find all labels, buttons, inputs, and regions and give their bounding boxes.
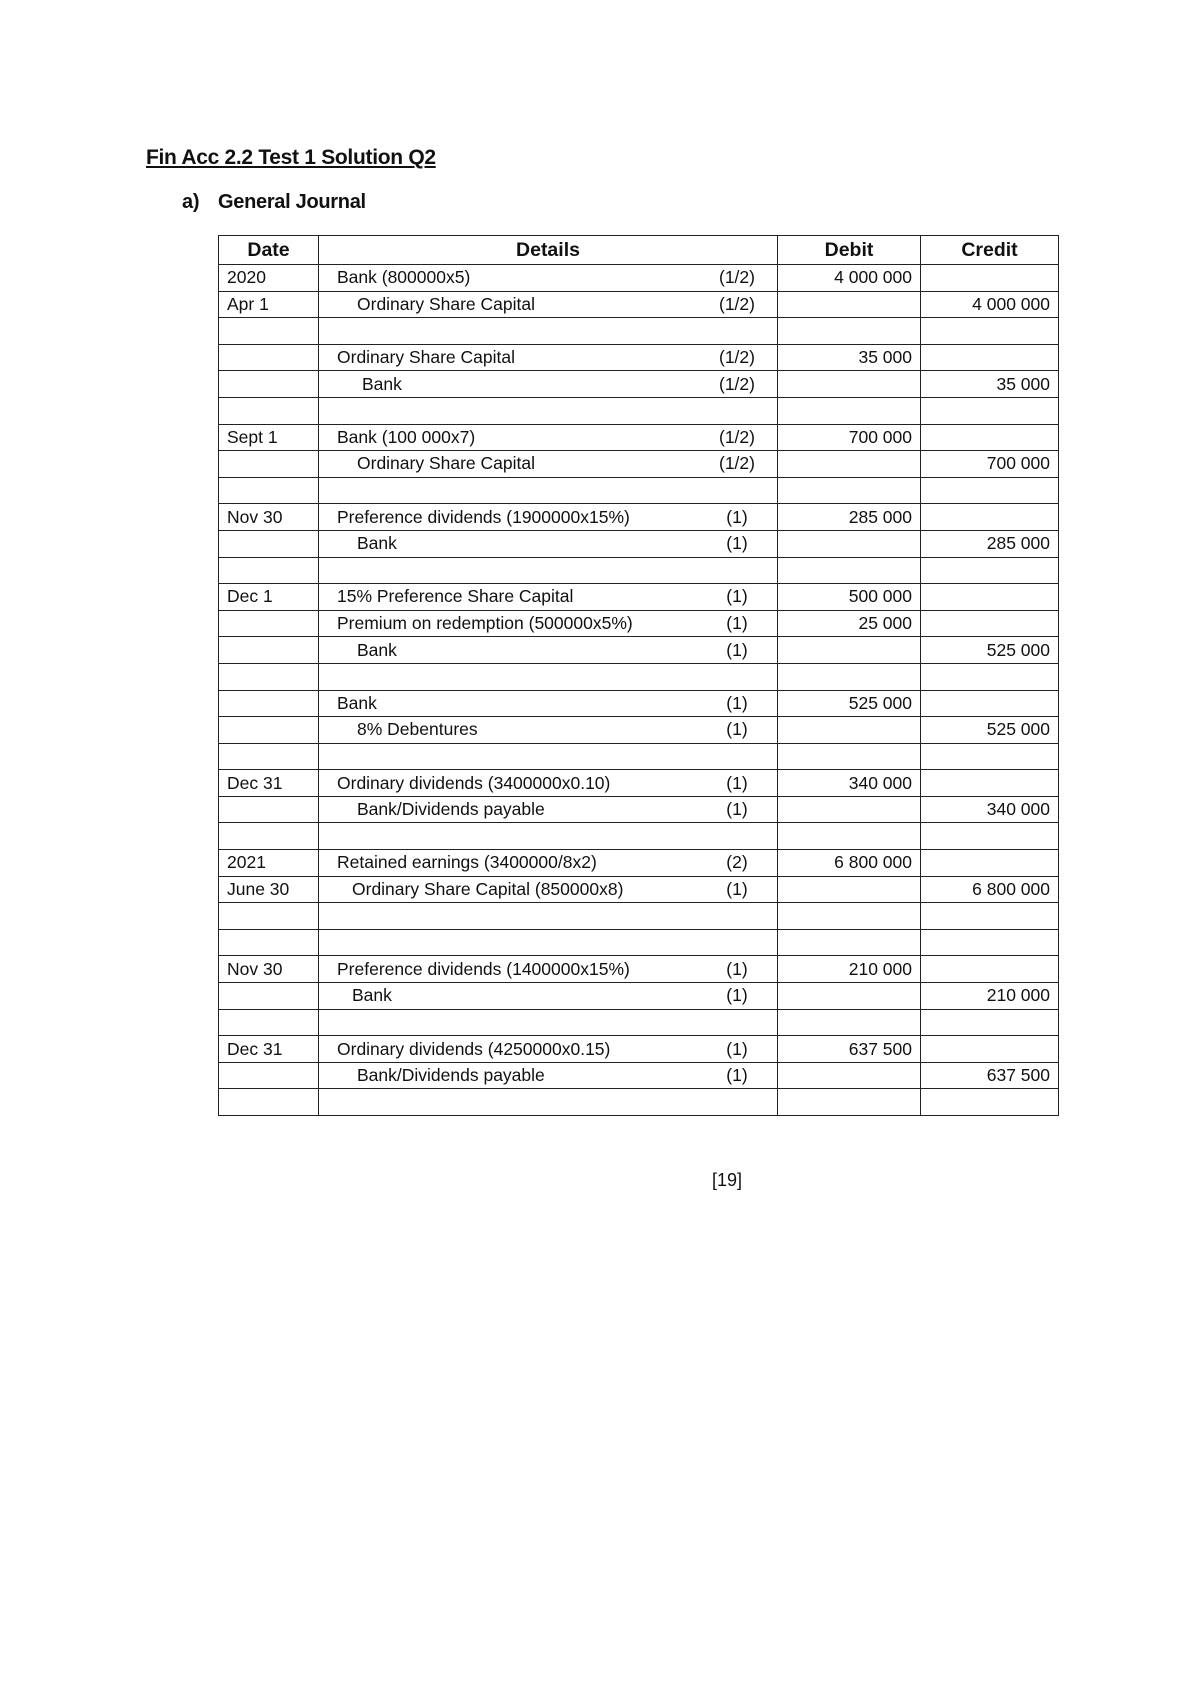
debit-cell <box>778 530 921 557</box>
mark-allocation: (1/2) <box>719 267 755 288</box>
account-text: Ordinary Share Capital <box>357 293 535 314</box>
table-row <box>219 956 1059 983</box>
mark-allocation: (1/2) <box>719 453 755 474</box>
date-cell <box>219 1062 319 1089</box>
header-credit: Credit <box>921 236 1059 265</box>
details-cell <box>319 265 778 292</box>
account-text: Bank <box>352 985 392 1006</box>
date-cell: June 30 <box>219 876 319 903</box>
journal-body <box>219 265 1059 1116</box>
account-text: Ordinary Share Capital <box>337 347 515 368</box>
details-cell <box>319 584 778 611</box>
credit-cell: 340 000 <box>921 796 1059 823</box>
credit-cell <box>921 770 1059 797</box>
section-title: General Journal <box>218 191 366 213</box>
table-row <box>219 929 1059 956</box>
date-cell <box>219 344 319 371</box>
mark-allocation: (1/2) <box>719 347 755 368</box>
credit-cell: 285 000 <box>921 530 1059 557</box>
date-cell <box>219 371 319 398</box>
date-cell <box>219 397 319 424</box>
debit-cell <box>778 717 921 744</box>
account-text: Bank <box>357 639 397 660</box>
details-cell <box>319 956 778 983</box>
credit-cell: 210 000 <box>921 983 1059 1010</box>
debit-cell: 285 000 <box>778 504 921 531</box>
credit-cell: 637 500 <box>921 1062 1059 1089</box>
table-row <box>219 663 1059 690</box>
date-cell <box>219 823 319 850</box>
credit-cell: 35 000 <box>921 371 1059 398</box>
details-cell <box>319 717 778 744</box>
mark-allocation: (1) <box>726 772 748 793</box>
date-cell: Nov 30 <box>219 956 319 983</box>
date-cell <box>219 530 319 557</box>
details-cell <box>319 451 778 478</box>
credit-cell <box>921 956 1059 983</box>
debit-cell <box>778 397 921 424</box>
account-text: Bank/Dividends payable <box>357 1065 545 1086</box>
date-cell <box>219 477 319 504</box>
details-cell <box>319 1009 778 1036</box>
debit-cell <box>778 1062 921 1089</box>
details-cell <box>319 637 778 664</box>
details-cell <box>319 903 778 930</box>
table-row <box>219 318 1059 345</box>
mark-allocation: (1/2) <box>719 373 755 394</box>
credit-cell <box>921 663 1059 690</box>
details-cell <box>319 397 778 424</box>
date-cell: Apr 1 <box>219 291 319 318</box>
table-row <box>219 584 1059 611</box>
credit-cell: 700 000 <box>921 451 1059 478</box>
details-cell <box>319 983 778 1010</box>
table-row <box>219 823 1059 850</box>
debit-cell <box>778 291 921 318</box>
mark-allocation: (1) <box>726 586 748 607</box>
document-title: Fin Acc 2.2 Test 1 Solution Q2 <box>146 146 436 169</box>
debit-cell: 6 800 000 <box>778 850 921 877</box>
table-row <box>219 371 1059 398</box>
table-row <box>219 610 1059 637</box>
account-text: Bank (800000x5) <box>337 267 471 288</box>
account-text: Preference dividends (1400000x15%) <box>337 958 630 979</box>
mark-allocation: (1) <box>726 1065 748 1086</box>
credit-cell <box>921 610 1059 637</box>
credit-cell <box>921 397 1059 424</box>
details-cell <box>319 610 778 637</box>
debit-cell <box>778 876 921 903</box>
mark-allocation: (1) <box>726 639 748 660</box>
date-cell <box>219 796 319 823</box>
credit-cell: 4 000 000 <box>921 291 1059 318</box>
table-row <box>219 1036 1059 1063</box>
debit-cell: 500 000 <box>778 584 921 611</box>
mark-allocation: (1/2) <box>719 426 755 447</box>
details-cell <box>319 823 778 850</box>
account-text: 15% Preference Share Capital <box>337 586 574 607</box>
debit-cell <box>778 823 921 850</box>
date-cell <box>219 690 319 717</box>
header-row <box>219 236 1059 265</box>
debit-cell <box>778 663 921 690</box>
account-text: Preference dividends (1900000x15%) <box>337 506 630 527</box>
section-heading <box>182 191 366 214</box>
table-row <box>219 1089 1059 1116</box>
credit-cell <box>921 903 1059 930</box>
table-row <box>219 424 1059 451</box>
table-row <box>219 770 1059 797</box>
table-row <box>219 397 1059 424</box>
credit-cell <box>921 743 1059 770</box>
credit-cell: 6 800 000 <box>921 876 1059 903</box>
header-details: Details <box>319 236 778 265</box>
credit-cell <box>921 690 1059 717</box>
date-cell <box>219 1009 319 1036</box>
details-cell <box>319 530 778 557</box>
mark-allocation: (2) <box>726 852 748 873</box>
mark-allocation: (1) <box>726 878 748 899</box>
table-row <box>219 903 1059 930</box>
table-row <box>219 796 1059 823</box>
table-row <box>219 451 1059 478</box>
debit-cell: 25 000 <box>778 610 921 637</box>
account-text: 8% Debentures <box>357 719 478 740</box>
details-cell <box>319 318 778 345</box>
table-row <box>219 743 1059 770</box>
details-cell <box>319 1036 778 1063</box>
debit-cell: 700 000 <box>778 424 921 451</box>
date-cell: 2020 <box>219 265 319 292</box>
details-cell <box>319 477 778 504</box>
credit-cell <box>921 1009 1059 1036</box>
table-row <box>219 291 1059 318</box>
details-cell <box>319 424 778 451</box>
mark-allocation: (1) <box>726 1038 748 1059</box>
debit-cell <box>778 371 921 398</box>
account-text: Ordinary Share Capital (850000x8) <box>352 878 624 899</box>
credit-cell <box>921 929 1059 956</box>
debit-cell <box>778 903 921 930</box>
debit-cell <box>778 929 921 956</box>
date-cell: Dec 31 <box>219 770 319 797</box>
date-cell: 2021 <box>219 850 319 877</box>
credit-cell <box>921 318 1059 345</box>
debit-cell <box>778 318 921 345</box>
date-cell <box>219 743 319 770</box>
table-row <box>219 477 1059 504</box>
mark-allocation: (1) <box>726 506 748 527</box>
mark-allocation: (1) <box>726 958 748 979</box>
account-text: Bank <box>362 373 402 394</box>
credit-cell <box>921 477 1059 504</box>
table-row <box>219 850 1059 877</box>
debit-cell <box>778 796 921 823</box>
details-cell <box>319 850 778 877</box>
account-text: Ordinary dividends (4250000x0.15) <box>337 1038 611 1059</box>
debit-cell <box>778 743 921 770</box>
details-cell <box>319 770 778 797</box>
debit-cell: 4 000 000 <box>778 265 921 292</box>
account-text: Ordinary dividends (3400000x0.10) <box>337 772 611 793</box>
date-cell <box>219 663 319 690</box>
credit-cell <box>921 557 1059 584</box>
credit-cell <box>921 1089 1059 1116</box>
date-cell <box>219 903 319 930</box>
mark-allocation: (1) <box>726 533 748 554</box>
details-cell <box>319 344 778 371</box>
credit-cell <box>921 424 1059 451</box>
date-cell: Sept 1 <box>219 424 319 451</box>
mark-allocation: (1) <box>726 692 748 713</box>
mark-allocation: (1/2) <box>719 293 755 314</box>
account-text: Premium on redemption (500000x5%) <box>337 613 633 634</box>
details-cell <box>319 743 778 770</box>
table-row <box>219 876 1059 903</box>
table-row <box>219 265 1059 292</box>
table-row <box>219 717 1059 744</box>
total-marks: [19] <box>712 1170 743 1190</box>
header-debit: Debit <box>778 236 921 265</box>
account-text: Bank <box>337 692 377 713</box>
details-cell <box>319 690 778 717</box>
details-cell <box>319 876 778 903</box>
debit-cell <box>778 1089 921 1116</box>
details-cell <box>319 557 778 584</box>
debit-cell: 525 000 <box>778 690 921 717</box>
credit-cell: 525 000 <box>921 717 1059 744</box>
mark-allocation: (1) <box>726 613 748 634</box>
table-row <box>219 637 1059 664</box>
details-cell <box>319 663 778 690</box>
debit-cell: 35 000 <box>778 344 921 371</box>
credit-cell <box>921 344 1059 371</box>
credit-cell <box>921 850 1059 877</box>
account-text: Bank/Dividends payable <box>357 799 545 820</box>
details-cell <box>319 504 778 531</box>
mark-allocation: (1) <box>726 799 748 820</box>
table-row <box>219 344 1059 371</box>
account-text: Retained earnings (3400000/8x2) <box>337 852 597 873</box>
details-cell <box>319 796 778 823</box>
date-cell <box>219 451 319 478</box>
credit-cell <box>921 504 1059 531</box>
date-cell: Dec 31 <box>219 1036 319 1063</box>
table-row <box>219 1009 1059 1036</box>
date-cell <box>219 318 319 345</box>
account-text: Bank <box>357 533 397 554</box>
mark-allocation: (1) <box>726 719 748 740</box>
account-text: Ordinary Share Capital <box>357 453 535 474</box>
credit-cell <box>921 823 1059 850</box>
debit-cell <box>778 983 921 1010</box>
debit-cell <box>778 637 921 664</box>
details-cell <box>319 1089 778 1116</box>
account-text: Bank (100 000x7) <box>337 426 476 447</box>
debit-cell <box>778 451 921 478</box>
debit-cell <box>778 557 921 584</box>
debit-cell: 637 500 <box>778 1036 921 1063</box>
details-cell <box>319 291 778 318</box>
general-journal-table <box>218 235 1059 1116</box>
date-cell <box>219 637 319 664</box>
table-row <box>219 1062 1059 1089</box>
mark-allocation: (1) <box>726 985 748 1006</box>
date-cell <box>219 610 319 637</box>
date-cell <box>219 557 319 584</box>
date-cell <box>219 1089 319 1116</box>
credit-cell <box>921 584 1059 611</box>
header-date: Date <box>219 236 319 265</box>
debit-cell: 210 000 <box>778 956 921 983</box>
credit-cell <box>921 265 1059 292</box>
debit-cell: 340 000 <box>778 770 921 797</box>
credit-cell: 525 000 <box>921 637 1059 664</box>
details-cell <box>319 929 778 956</box>
table-row <box>219 530 1059 557</box>
details-cell <box>319 371 778 398</box>
date-cell: Nov 30 <box>219 504 319 531</box>
table-row <box>219 983 1059 1010</box>
date-cell <box>219 717 319 744</box>
table-row <box>219 557 1059 584</box>
debit-cell <box>778 477 921 504</box>
section-letter: a) <box>182 191 200 213</box>
date-cell: Dec 1 <box>219 584 319 611</box>
date-cell <box>219 929 319 956</box>
table-row <box>219 504 1059 531</box>
table-row <box>219 690 1059 717</box>
date-cell <box>219 983 319 1010</box>
debit-cell <box>778 1009 921 1036</box>
credit-cell <box>921 1036 1059 1063</box>
details-cell <box>319 1062 778 1089</box>
